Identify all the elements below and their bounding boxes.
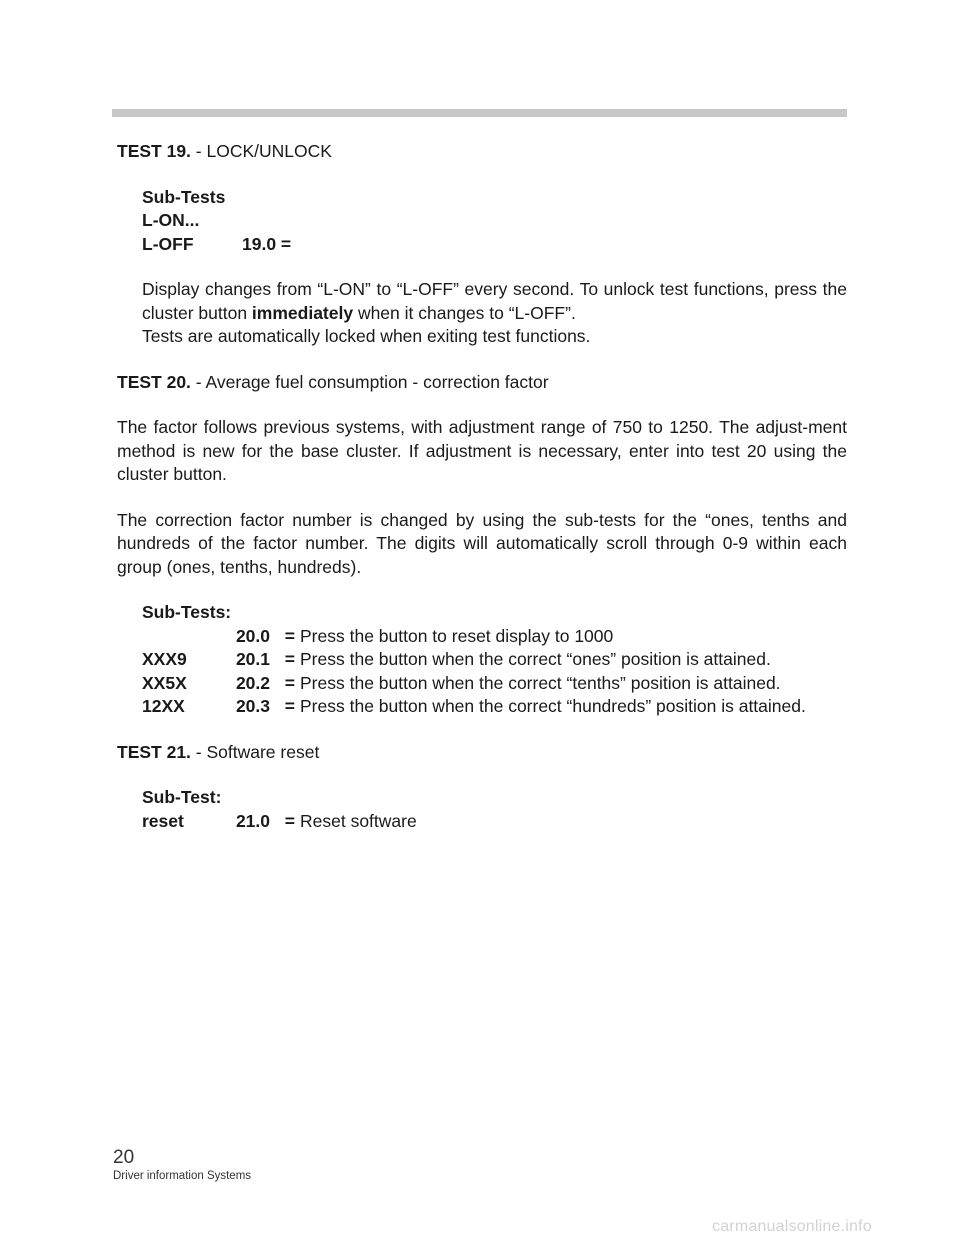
test19-heading-line: [117, 140, 847, 164]
subtest-row: [142, 695, 847, 719]
subtest-number: 20.2: [235, 672, 270, 693]
test20-para1: The factor follows previous systems, with adjustment range of 750 to 1250. The adjust-ment method is new for the base cluster. If adjustment is necessary, enter into test 20 using the cluster button.: [117, 417, 847, 484]
test19-lon: L-ON...: [142, 210, 200, 230]
subtest-description: Reset software: [300, 810, 417, 831]
test19-subtests-label: Sub-Tests: [142, 186, 226, 207]
subtest-code: XX5X: [142, 672, 187, 693]
subtest-equals: =: [284, 810, 295, 831]
subtest-description: Press the button when the correct “hundreds” position is attained.: [300, 696, 806, 716]
page-content: [117, 140, 847, 833]
test21-subtest-label: Sub-Test:: [142, 787, 222, 807]
subtest-row: [142, 810, 847, 834]
subtest-description: Press the button to reset display to 1000: [300, 625, 614, 646]
test19-title: - LOCK/UNLOCK: [190, 141, 332, 161]
footer-doc-title: Driver information Systems: [113, 1170, 252, 1182]
subtest-number: 21.0: [235, 810, 270, 831]
subtest-number: 20.3: [235, 696, 270, 716]
subtest-code: reset: [142, 810, 184, 831]
test20-para2: The correction factor number is changed by using the sub-tests for the “ones, tenths and hundreds of the factor number. The digits will automatically scroll through 0-9 within each group (ones, tenths, hundreds).: [117, 509, 847, 577]
top-rule: [112, 109, 847, 117]
subtest-equals: =: [284, 625, 295, 646]
subtest-equals: =: [284, 649, 295, 669]
test19-loff-code: L-OFF: [142, 233, 194, 254]
subtest-row: [142, 625, 847, 649]
subtest-code: XXX9: [142, 649, 187, 669]
subtest-number: 20.0: [235, 625, 270, 646]
test21-title: - Software reset: [190, 741, 320, 762]
test21-subtests: [117, 786, 847, 833]
test19-heading: TEST 19.: [117, 141, 191, 161]
page-number: 20: [113, 1147, 135, 1168]
subtest-equals: =: [284, 672, 295, 693]
subtest-number: 20.1: [235, 649, 270, 669]
test19-subtests: [117, 186, 847, 257]
test20-heading-line: [117, 371, 847, 395]
test19-desc1-a: Display changes from “L-ON” to “L-OFF” every second. To unlock test functions, press the cluster button: [142, 279, 847, 323]
test19-desc1-b: when it changes to “L-OFF”.: [353, 302, 576, 323]
test19-desc1-bold: immediately: [251, 302, 354, 323]
test19-desc2: Tests are automatically locked when exiting test functions.: [142, 326, 591, 346]
test20-heading: TEST 20.: [117, 371, 191, 392]
test20-subtests: [117, 601, 847, 719]
page-footer: [113, 1147, 251, 1183]
test19-desc1: [142, 278, 847, 325]
subtest-code: 12XX: [142, 696, 185, 716]
test21-heading: TEST 21.: [117, 741, 191, 762]
test19-loff-num: 19.0 =: [242, 233, 292, 254]
subtest-description: Press the button when the correct “ones” position is attained.: [300, 649, 771, 669]
subtest-description: Press the button when the correct “tenths” position is attained.: [300, 672, 781, 693]
subtest-row: [142, 672, 847, 696]
subtest-equals: =: [284, 696, 295, 716]
test20-subtests-label: Sub-Tests:: [142, 602, 232, 622]
subtest-row: [142, 648, 847, 672]
test19-description: [117, 278, 847, 349]
test21-heading-line: [117, 741, 847, 765]
test19-loff-row: [142, 233, 847, 257]
watermark: carmanualsonline.info: [712, 1218, 872, 1235]
test20-title: - Average fuel consumption - correction factor: [190, 371, 549, 392]
